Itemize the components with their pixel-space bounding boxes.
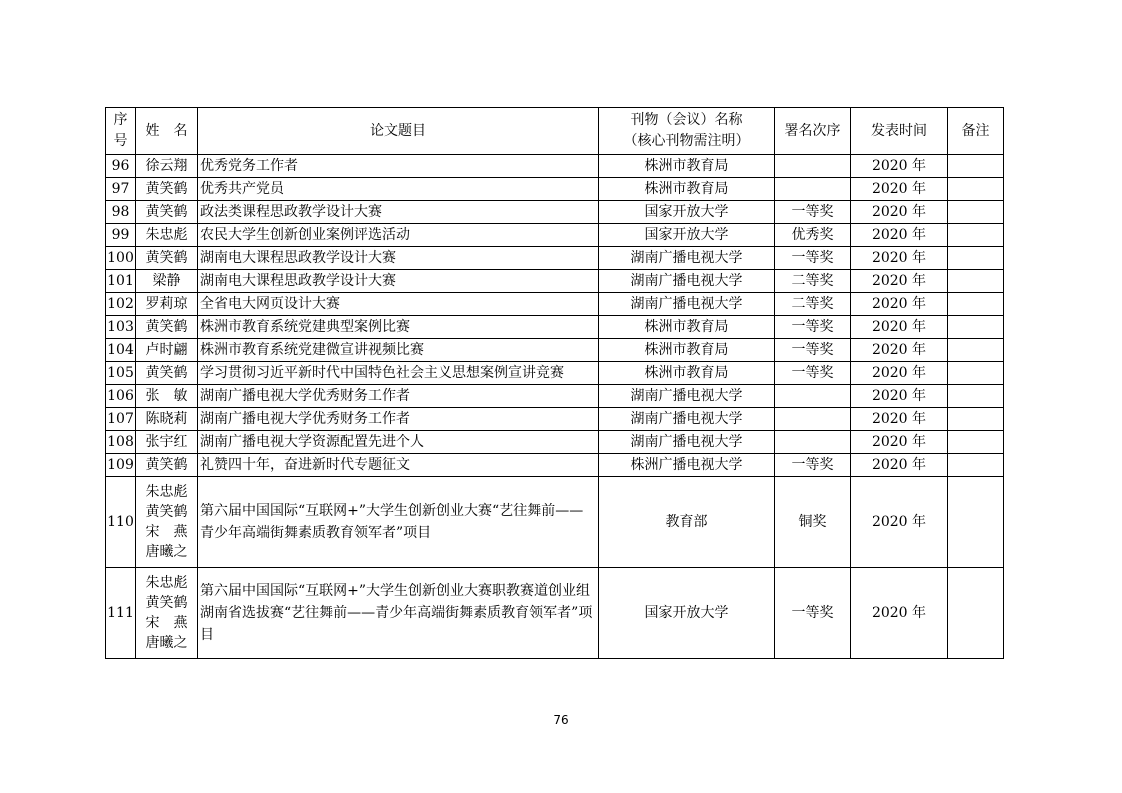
- remarks-cell: [948, 270, 1004, 293]
- table-row: [106, 568, 1004, 659]
- rank-cell: 铜奖: [775, 477, 851, 568]
- table-row: [106, 155, 1004, 178]
- seq-cell: 108: [106, 431, 136, 454]
- remarks-cell: [948, 178, 1004, 201]
- remarks-cell: [948, 385, 1004, 408]
- name-cell: 罗莉琼: [136, 293, 198, 316]
- title-cell: 株洲市教育系统党建典型案例比赛: [198, 316, 599, 339]
- header-journal: [599, 108, 775, 155]
- name-cell: 黄笑鹤: [136, 201, 198, 224]
- name-line: 宋 燕: [145, 524, 188, 540]
- name-line: 朱忠彪: [145, 484, 188, 500]
- journal-cell: 湖南广播电视大学: [599, 408, 775, 431]
- date-cell: 2020 年: [851, 385, 948, 408]
- journal-cell: 教育部: [599, 477, 775, 568]
- rank-cell: 一等奖: [775, 362, 851, 385]
- title-cell: 礼赞四十年，奋进新时代专题征文: [198, 454, 599, 477]
- header-name: 姓 名: [136, 108, 198, 155]
- name-cell: 黄笑鹤: [136, 362, 198, 385]
- date-cell: 2020 年: [851, 201, 948, 224]
- header-journal-line2: （核心刊物需注明）: [623, 133, 750, 149]
- table-row: [106, 247, 1004, 270]
- journal-cell: 湖南广播电视大学: [599, 247, 775, 270]
- page-number: 76: [553, 713, 569, 727]
- date-cell: 2020 年: [851, 362, 948, 385]
- table-row: [106, 339, 1004, 362]
- journal-cell: 湖南广播电视大学: [599, 270, 775, 293]
- title-cell: 第六届中国国际“互联网+”大学生创新创业大赛职教赛道创业组湖南省选拔赛“艺往舞前——青少年高端街舞素质教育领军者”项目: [198, 568, 599, 659]
- journal-cell: 湖南广播电视大学: [599, 431, 775, 454]
- table-row: [106, 408, 1004, 431]
- title-cell: 湖南广播电视大学优秀财务工作者: [198, 408, 599, 431]
- remarks-cell: [948, 224, 1004, 247]
- name-line: 唐曦之: [145, 635, 188, 651]
- title-cell: 第六届中国国际“互联网+”大学生创新创业大赛“艺往舞前——青少年高端街舞素质教育领军者”项目: [198, 477, 599, 568]
- header-seq: [106, 108, 136, 155]
- date-cell: 2020 年: [851, 316, 948, 339]
- table-row: [106, 431, 1004, 454]
- date-cell: 2020 年: [851, 270, 948, 293]
- name-cell: 黄笑鹤: [136, 316, 198, 339]
- seq-cell: 100: [106, 247, 136, 270]
- name-cell: 梁静: [136, 270, 198, 293]
- remarks-cell: [948, 568, 1004, 659]
- title-cell: 优秀共产党员: [198, 178, 599, 201]
- date-cell: 2020 年: [851, 293, 948, 316]
- seq-cell: 107: [106, 408, 136, 431]
- rank-cell: [775, 155, 851, 178]
- journal-cell: 国家开放大学: [599, 568, 775, 659]
- date-cell: 2020 年: [851, 247, 948, 270]
- date-cell: 2020 年: [851, 178, 948, 201]
- name-cell: 朱忠彪: [136, 224, 198, 247]
- table-row: [106, 270, 1004, 293]
- date-cell: 2020 年: [851, 454, 948, 477]
- table-row: [106, 293, 1004, 316]
- seq-cell: 110: [106, 477, 136, 568]
- date-cell: 2020 年: [851, 431, 948, 454]
- journal-cell: 湖南广播电视大学: [599, 293, 775, 316]
- remarks-cell: [948, 454, 1004, 477]
- table-row: [106, 178, 1004, 201]
- name-line: 唐曦之: [145, 544, 188, 560]
- remarks-cell: [948, 408, 1004, 431]
- date-cell: 2020 年: [851, 408, 948, 431]
- title-cell: 优秀党务工作者: [198, 155, 599, 178]
- name-line: 黄笑鹤: [145, 504, 188, 520]
- seq-cell: 102: [106, 293, 136, 316]
- remarks-cell: [948, 201, 1004, 224]
- journal-cell: 株洲市教育局: [599, 316, 775, 339]
- name-cell: 张 敏: [136, 385, 198, 408]
- name-line: 宋 燕: [145, 615, 188, 631]
- rank-cell: [775, 178, 851, 201]
- rank-cell: 一等奖: [775, 454, 851, 477]
- title-cell: 湖南电大课程思政教学设计大赛: [198, 247, 599, 270]
- name-cell: 黄笑鹤: [136, 178, 198, 201]
- rank-cell: 一等奖: [775, 568, 851, 659]
- journal-cell: 湖南广播电视大学: [599, 385, 775, 408]
- seq-cell: 101: [106, 270, 136, 293]
- table-row: [106, 224, 1004, 247]
- name-cell: 徐云翔: [136, 155, 198, 178]
- journal-cell: 国家开放大学: [599, 224, 775, 247]
- date-cell: 2020 年: [851, 568, 948, 659]
- name-cell: 黄笑鹤: [136, 247, 198, 270]
- title-cell: 政法类课程思政教学设计大赛: [198, 201, 599, 224]
- date-cell: 2020 年: [851, 339, 948, 362]
- journal-cell: 株洲市教育局: [599, 155, 775, 178]
- name-cell: 张宇红: [136, 431, 198, 454]
- name-cell: 卢时翩: [136, 339, 198, 362]
- seq-cell: 104: [106, 339, 136, 362]
- rank-cell: 二等奖: [775, 293, 851, 316]
- rank-cell: [775, 385, 851, 408]
- title-cell: 全省电大网页设计大赛: [198, 293, 599, 316]
- title-cell: 湖南电大课程思政教学设计大赛: [198, 270, 599, 293]
- seq-cell: 109: [106, 454, 136, 477]
- header-date: 发表时间: [851, 108, 948, 155]
- rank-cell: [775, 431, 851, 454]
- title-cell: 株洲市教育系统党建微宣讲视频比赛: [198, 339, 599, 362]
- seq-cell: 105: [106, 362, 136, 385]
- name-cell: [136, 568, 198, 659]
- remarks-cell: [948, 362, 1004, 385]
- header-row: [106, 108, 1004, 155]
- table-row: [106, 316, 1004, 339]
- remarks-cell: [948, 155, 1004, 178]
- table-row: [106, 454, 1004, 477]
- name-cell: 陈晓莉: [136, 408, 198, 431]
- seq-cell: 98: [106, 201, 136, 224]
- date-cell: 2020 年: [851, 477, 948, 568]
- rank-cell: 优秀奖: [775, 224, 851, 247]
- seq-cell: 96: [106, 155, 136, 178]
- journal-cell: 株洲市教育局: [599, 178, 775, 201]
- header-journal-line1: 刊物（会议）名称: [630, 112, 743, 128]
- remarks-cell: [948, 431, 1004, 454]
- rank-cell: 一等奖: [775, 316, 851, 339]
- seq-cell: 111: [106, 568, 136, 659]
- journal-cell: 株洲市教育局: [599, 362, 775, 385]
- rank-cell: 一等奖: [775, 247, 851, 270]
- remarks-cell: [948, 316, 1004, 339]
- name-line: 黄笑鹤: [145, 595, 188, 611]
- table-row: [106, 477, 1004, 568]
- name-line: 朱忠彪: [145, 575, 188, 591]
- remarks-cell: [948, 293, 1004, 316]
- seq-cell: 103: [106, 316, 136, 339]
- seq-cell: 106: [106, 385, 136, 408]
- header-remarks: 备注: [948, 108, 1004, 155]
- title-cell: 湖南广播电视大学优秀财务工作者: [198, 385, 599, 408]
- table-row: [106, 201, 1004, 224]
- table-row: [106, 362, 1004, 385]
- journal-cell: 株洲广播电视大学: [599, 454, 775, 477]
- header-rank: 署名次序: [775, 108, 851, 155]
- awards-table: [105, 107, 1004, 659]
- seq-cell: 99: [106, 224, 136, 247]
- rank-cell: 一等奖: [775, 339, 851, 362]
- header-title: 论文题目: [198, 108, 599, 155]
- rank-cell: 二等奖: [775, 270, 851, 293]
- remarks-cell: [948, 477, 1004, 568]
- title-cell: 农民大学生创新创业案例评选活动: [198, 224, 599, 247]
- date-cell: 2020 年: [851, 224, 948, 247]
- title-cell: 湖南广播电视大学资源配置先进个人: [198, 431, 599, 454]
- title-cell: 学习贯彻习近平新时代中国特色社会主义思想案例宣讲竞赛: [198, 362, 599, 385]
- header-seq-line1: 序: [113, 112, 128, 128]
- table-row: [106, 385, 1004, 408]
- remarks-cell: [948, 339, 1004, 362]
- journal-cell: 国家开放大学: [599, 201, 775, 224]
- rank-cell: 一等奖: [775, 201, 851, 224]
- seq-cell: 97: [106, 178, 136, 201]
- remarks-cell: [948, 247, 1004, 270]
- header-seq-line2: 号: [113, 133, 128, 149]
- rank-cell: [775, 408, 851, 431]
- date-cell: 2020 年: [851, 155, 948, 178]
- name-cell: [136, 477, 198, 568]
- journal-cell: 株洲市教育局: [599, 339, 775, 362]
- name-cell: 黄笑鹤: [136, 454, 198, 477]
